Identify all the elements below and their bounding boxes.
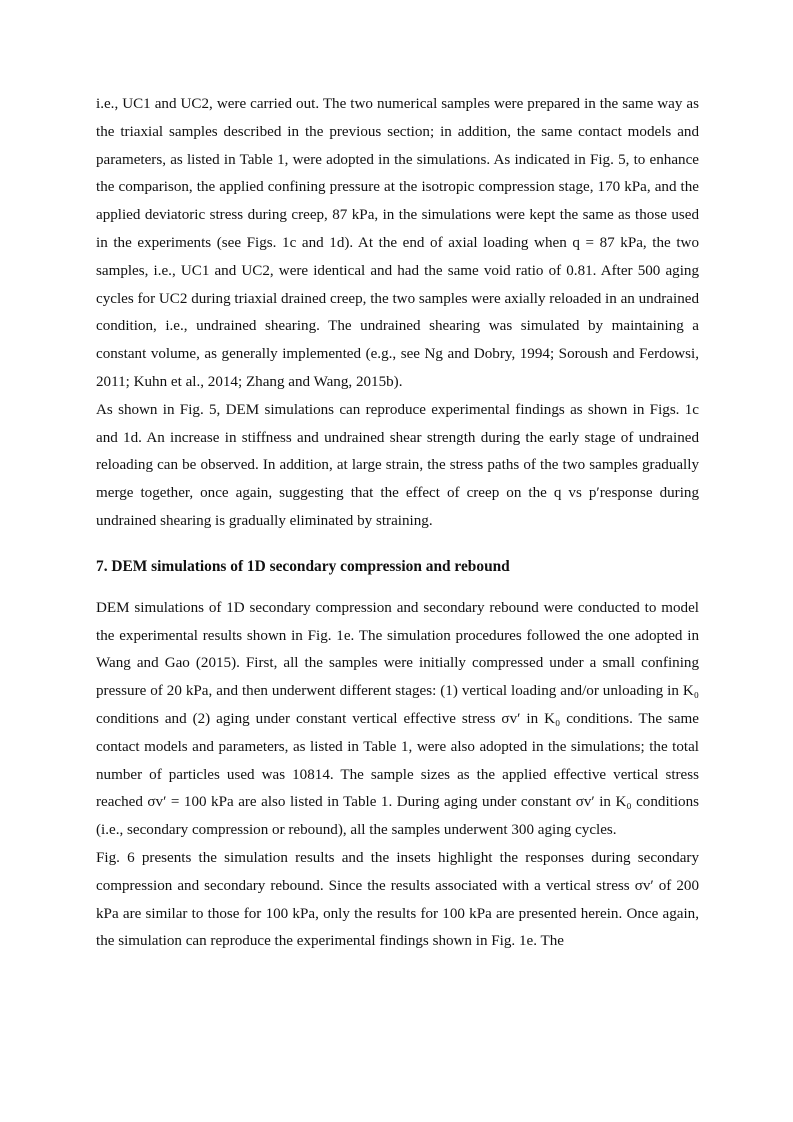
paper-page bbox=[96, 91, 699, 956]
body-paragraph-dem-reproduction: As shown in Fig. 5, DEM simulations can reproduce experimental findings as shown in Figs. 1c and 1d. An increase in stiffness and undrained shear strength during the early stage of undrained reloading can be observed. In addition, at large strain, the stress paths of the two samples gradually merge together, once again, suggesting that the effect of creep on the q vs p′response during undrained shearing is gradually eliminated by straining. bbox=[96, 401, 699, 529]
section-heading: 7. DEM simulations of 1D secondary compression and rebound bbox=[96, 557, 510, 575]
body-paragraph-fig6-results: Fig. 6 presents the simulation results and the insets highlight the responses during secondary compression and secondary rebound. Since the results associated with a vertical stress σv′ of 200 kPa are similar to those for 100 kPa, only the results for 100 kPa are presented herein. Once again, the simulation can reproduce the experimental findings shown in Fig. 1e. The bbox=[96, 849, 699, 950]
body-paragraph-1d-simulation: DEM simulations of 1D secondary compression and secondary rebound were conducted to model the experimental results shown in Fig. 1e. The simulation procedures followed the one adopted in Wang and Gao (2015). First, all the samples were initially compressed under a small confining pressure of 20 kPa, and then underwent different stages: (1) vertical loading and/or unloading in K₀ conditions and (2) aging under constant vertical effective stress σv′ in K₀ conditions. The same contact models and parameters, as listed in Table 1, were also adopted in the simulations; the total number of particles used was 10814. The sample sizes as the applied effective vertical stress reached σv′ = 100 kPa are also listed in Table 1. During aging under constant σv′ in K₀ conditions (i.e., secondary compression or rebound), all the samples underwent 300 aging cycles. bbox=[96, 599, 699, 839]
body-paragraph-uc-samples: i.e., UC1 and UC2, were carried out. The two numerical samples were prepared in the same way as the triaxial samples described in the previous section; in addition, the same contact models and parameters, as listed in Table 1, were adopted in the simulations. As indicated in Fig. 5, to enhance the comparison, the applied confining pressure at the isotropic compression stage, 170 kPa, and the applied deviatoric stress during creep, 87 kPa, in the simulations were kept the same as those used in the experiments (see Figs. 1c and 1d). At the end of axial loading when q = 87 kPa, the two samples, i.e., UC1 and UC2, were identical and had the same void ratio of 0.81. After 500 aging cycles for UC2 during triaxial drained creep, the two samples were axially reloaded in an undrained condition, i.e., undrained shearing. The undrained shearing was simulated by maintaining a constant volume, as generally implemented (e.g., see Ng and Dobry, 1994; Soroush and Ferdowsi, 2011; Kuhn et al., 2014; Zhang and Wang, 2015b). bbox=[96, 96, 699, 390]
